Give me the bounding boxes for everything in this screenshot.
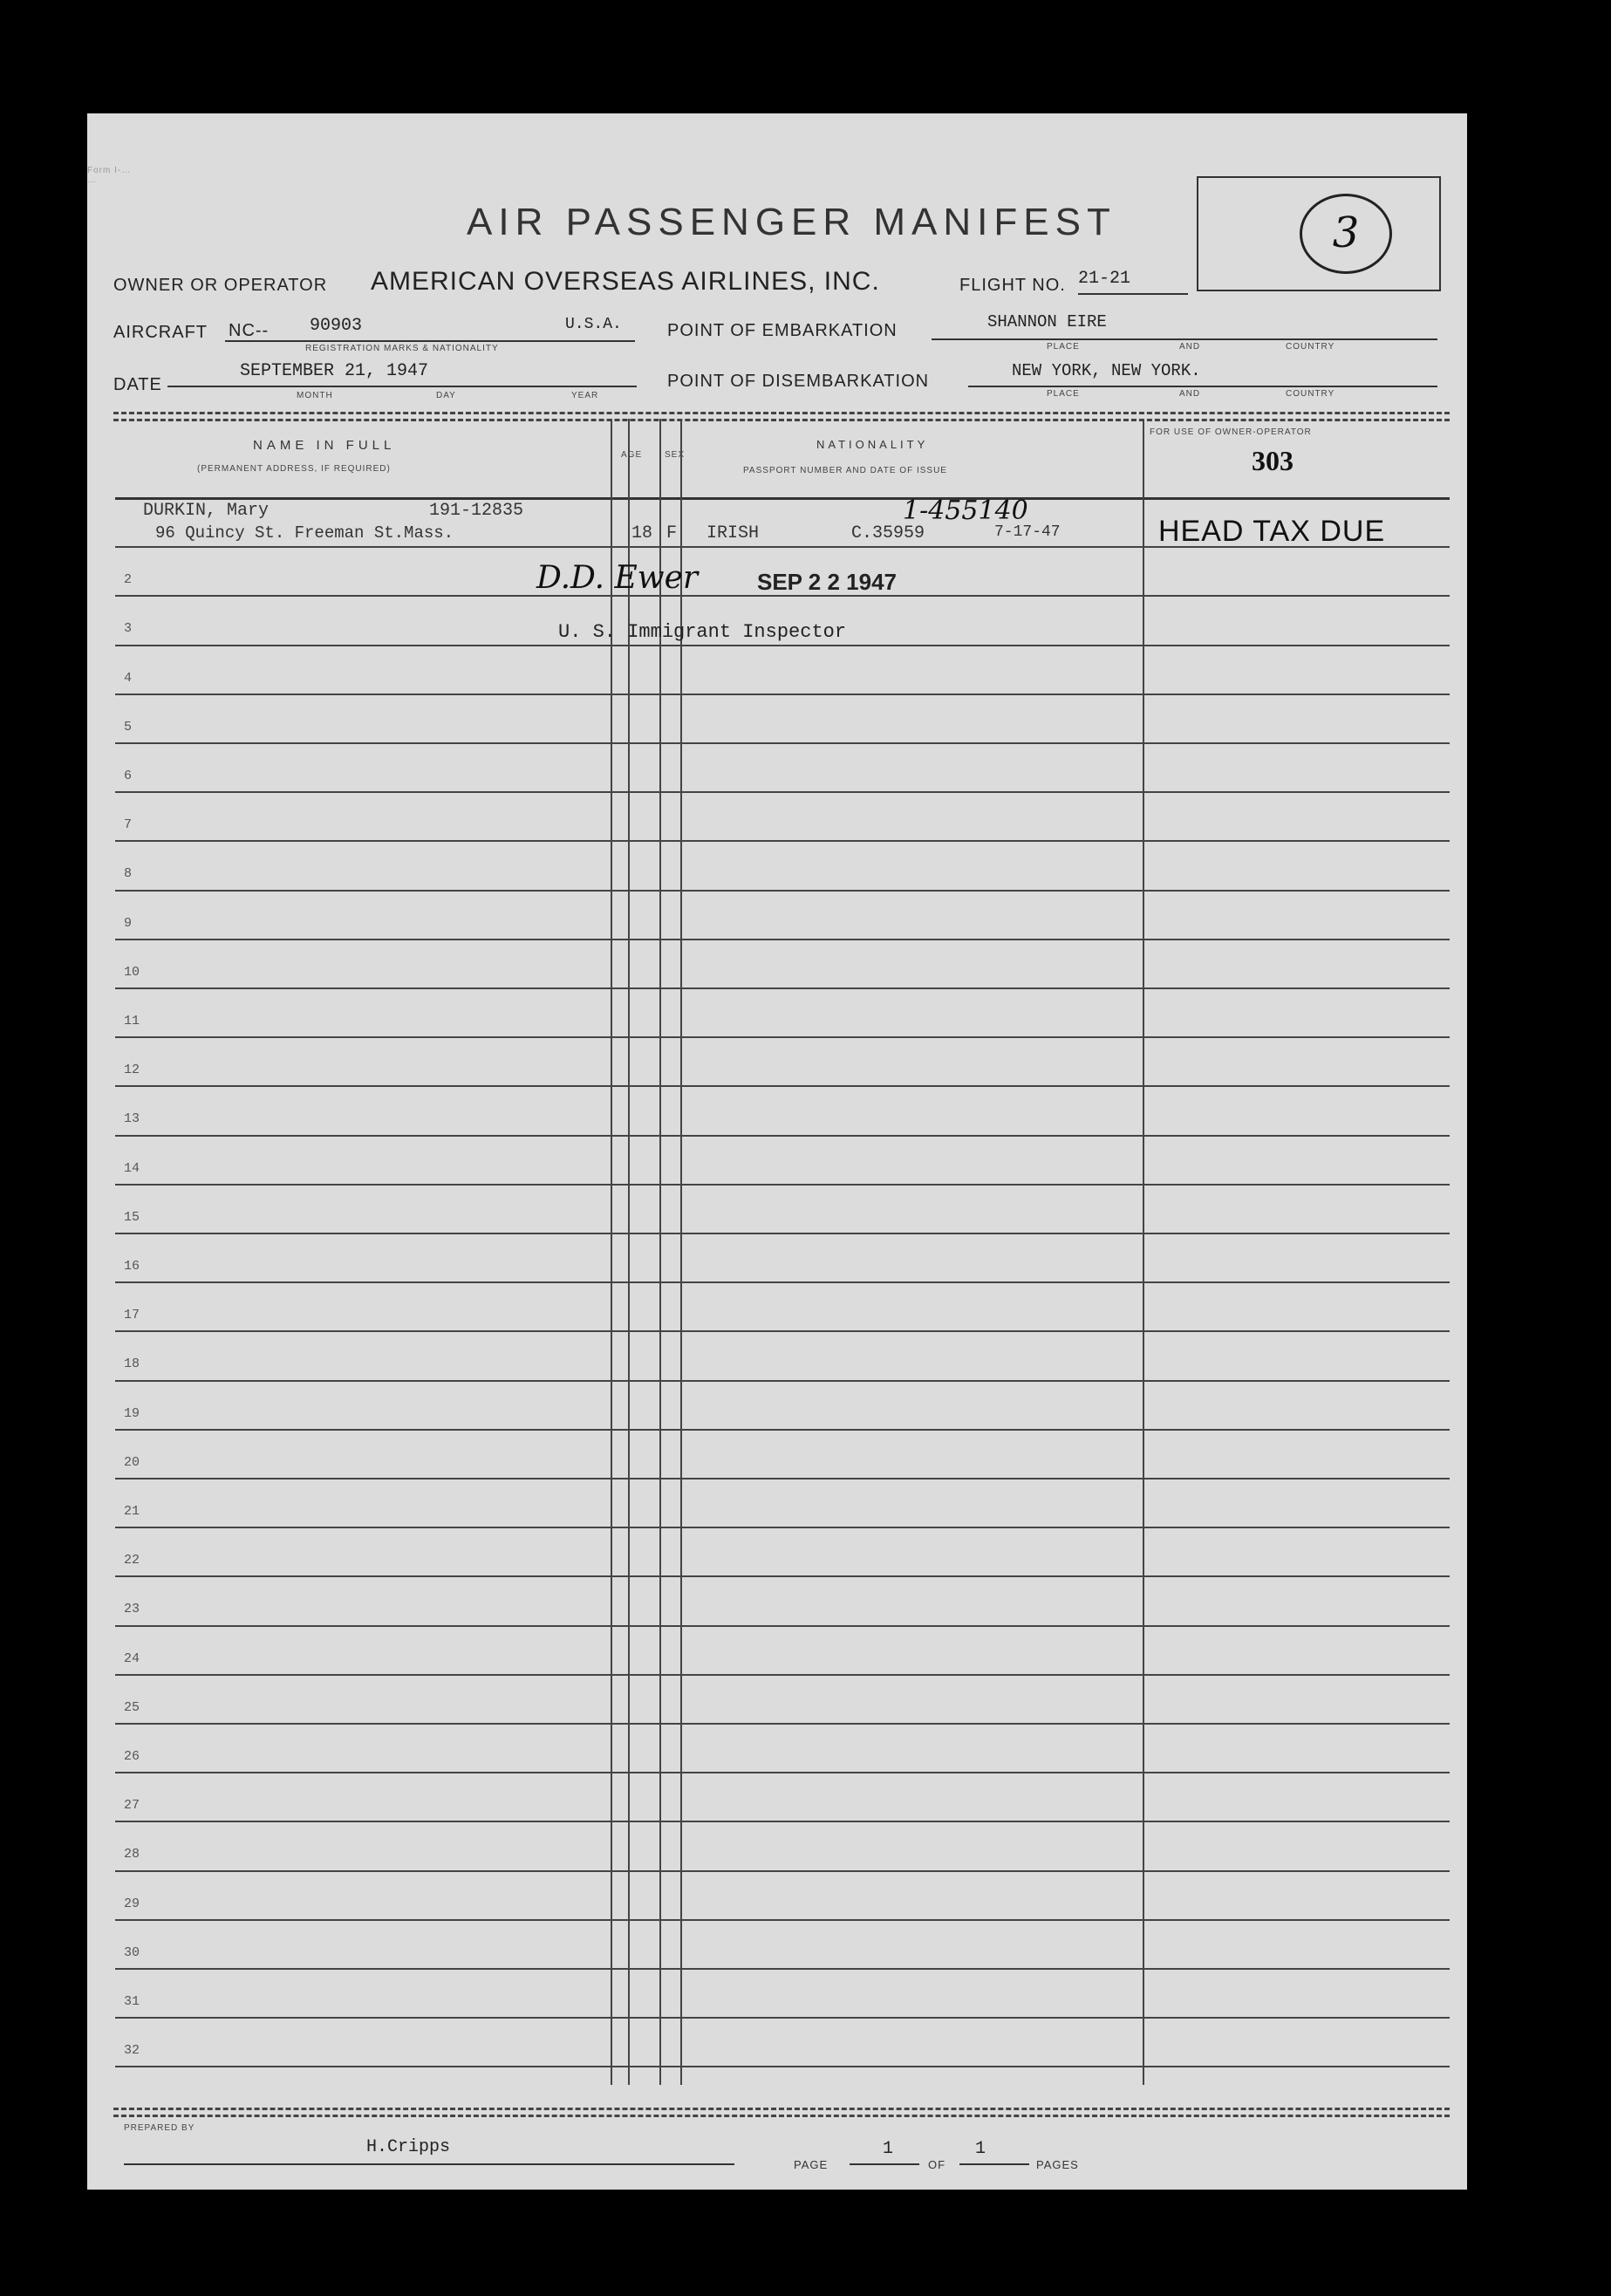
embark-country-caption: COUNTRY	[1286, 342, 1335, 352]
flight-underline	[1078, 293, 1188, 295]
age-header: AGE	[621, 450, 643, 460]
row-number: 27	[124, 1798, 140, 1814]
row-number: 21	[124, 1504, 140, 1519]
aircraft-label: AIRCRAFT	[113, 323, 208, 342]
aircraft-prefix: NC--	[229, 321, 270, 340]
passenger-age: 18	[631, 523, 653, 543]
row-number: 10	[124, 964, 140, 980]
header-top-rule-2	[113, 419, 1450, 421]
nationality-subheader: PASSPORT NUMBER AND DATE OF ISSUE	[743, 466, 947, 475]
row-number: 31	[124, 1994, 140, 2009]
row-number: 2	[124, 572, 133, 588]
year-caption: YEAR	[571, 391, 599, 400]
row-line	[115, 1281, 1450, 1283]
row-line	[115, 1429, 1450, 1431]
footer-top-rule	[113, 2108, 1450, 2110]
of-underline	[959, 2163, 1029, 2165]
handwritten-alien-number: 1-455140	[903, 495, 1028, 526]
col-divider-age-sex	[659, 419, 661, 2085]
page-title: AIR PASSENGER MANIFEST	[467, 201, 1116, 243]
embark-label: POINT OF EMBARKATION	[667, 321, 898, 340]
circled-page-number: 3	[1300, 194, 1392, 274]
row-line	[115, 890, 1450, 892]
nationality-header: NATIONALITY	[816, 438, 929, 451]
passenger-issue-date: 7-17-47	[994, 523, 1061, 541]
row-line	[115, 1527, 1450, 1528]
row-number: 17	[124, 1308, 140, 1323]
embark-underline	[932, 338, 1437, 340]
inspector-signature: D.D. Ewer	[536, 560, 699, 596]
row-line	[115, 694, 1450, 695]
row-line	[115, 1184, 1450, 1186]
embark-place-caption: PLACE	[1047, 342, 1080, 352]
prepared-value: H.Cripps	[366, 2137, 451, 2157]
passenger-nationality: IRISH	[707, 523, 760, 543]
form-code: Form I-… …	[87, 166, 132, 185]
row-line	[115, 1233, 1450, 1234]
row-number: 4	[124, 670, 133, 686]
passenger-sex: F	[666, 523, 678, 543]
row-number: 26	[124, 1749, 140, 1764]
col-divider-name-age-2	[628, 419, 630, 2085]
row-number: 23	[124, 1602, 140, 1617]
row-number: 25	[124, 1699, 140, 1715]
flight-label: FLIGHT NO.	[959, 276, 1066, 295]
page-value: 1	[883, 2139, 894, 2159]
row-line	[115, 1380, 1450, 1382]
prepared-label: PREPARED BY	[124, 2123, 195, 2133]
of-label: OF	[928, 2158, 946, 2171]
disembark-value: NEW YORK, NEW YORK.	[1012, 361, 1201, 380]
row-number: 28	[124, 1847, 140, 1862]
date-value: SEPTEMBER 21, 1947	[240, 361, 429, 381]
month-caption: MONTH	[297, 391, 333, 400]
row-number: 22	[124, 1553, 140, 1568]
registration-caption: REGISTRATION MARKS & NATIONALITY	[305, 344, 499, 353]
row-line	[115, 840, 1450, 842]
manifest-sheet	[87, 113, 1467, 2190]
page-label: PAGE	[794, 2158, 829, 2171]
row-line	[115, 1036, 1450, 1038]
row-line	[115, 791, 1450, 793]
disembark-place-caption: PLACE	[1047, 389, 1080, 399]
date-underline	[167, 386, 637, 387]
page-underline	[850, 2163, 919, 2165]
row-line	[115, 1625, 1450, 1627]
owner-use-value: 303	[1252, 445, 1294, 476]
flight-value: 21-21	[1078, 269, 1131, 289]
embark-value: SHANNON EIRE	[987, 312, 1107, 331]
row-number: 18	[124, 1356, 140, 1372]
row-number: 29	[124, 1896, 140, 1911]
row-line	[115, 2017, 1450, 2019]
row-line	[115, 1821, 1450, 1822]
aircraft-value: 90903	[310, 316, 363, 336]
passenger-file-no: 191-12835	[429, 501, 524, 521]
row-line	[115, 1478, 1450, 1479]
name-subheader: (PERMANENT ADDRESS, IF REQUIRED)	[197, 464, 391, 474]
stamp-date: SEP 2 2 1947	[757, 569, 897, 595]
passenger-address: 96 Quincy St. Freeman St.Mass.	[155, 523, 454, 543]
of-value: 1	[975, 2139, 986, 2159]
row-number: 19	[124, 1405, 140, 1421]
row-line	[115, 1575, 1450, 1577]
row-line	[115, 1968, 1450, 1970]
owner-use-header: FOR USE OF OWNER-OPERATOR	[1150, 427, 1312, 437]
col-divider-nat-owner	[1143, 419, 1144, 2085]
sex-header: SEX	[665, 450, 686, 460]
inspector-title: U. S. Immigrant Inspector	[558, 621, 847, 643]
name-header: NAME IN FULL	[253, 438, 396, 453]
row-number: 11	[124, 1014, 140, 1028]
row-number: 20	[124, 1454, 140, 1470]
disembark-and-caption: AND	[1179, 389, 1201, 399]
row-line	[115, 1085, 1450, 1087]
row-line	[115, 742, 1450, 744]
embark-and-caption: AND	[1179, 342, 1201, 352]
row-line	[115, 1723, 1450, 1725]
row-number: 12	[124, 1063, 140, 1078]
row-number: 15	[124, 1209, 140, 1225]
row-number: 30	[124, 1944, 140, 1960]
row-number: 3	[124, 621, 133, 637]
aircraft-underline	[225, 340, 635, 342]
row-line	[115, 1674, 1450, 1676]
row-line	[115, 1772, 1450, 1773]
owner-label: OWNER OR OPERATOR	[113, 276, 328, 295]
row-number: 32	[124, 2043, 140, 2059]
row-line	[115, 1330, 1450, 1332]
row-number: 8	[124, 866, 133, 882]
row-number: 13	[124, 1111, 140, 1127]
row-line	[115, 1135, 1450, 1137]
header-bottom-rule	[115, 497, 1450, 500]
row-line	[115, 1919, 1450, 1921]
row-number: 14	[124, 1160, 140, 1176]
footer-top-rule-2	[113, 2115, 1450, 2117]
disembark-country-caption: COUNTRY	[1286, 389, 1335, 399]
header-top-rule	[113, 412, 1450, 414]
disembark-underline	[968, 386, 1437, 387]
disembark-label: POINT OF DISEMBARKATION	[667, 372, 930, 391]
passenger-passport: C.35959	[851, 523, 925, 543]
row-line	[115, 645, 1450, 646]
row-line	[115, 1870, 1450, 1872]
row-number: 5	[124, 719, 133, 735]
row-number: 16	[124, 1259, 140, 1274]
row-line	[115, 2066, 1450, 2067]
day-caption: DAY	[436, 391, 456, 400]
pages-label: PAGES	[1036, 2158, 1079, 2171]
row-number: 24	[124, 1650, 140, 1666]
col-divider-sex-nat	[680, 419, 682, 2085]
col-divider-name-age	[611, 419, 612, 2085]
date-label: DATE	[113, 375, 162, 394]
row-line	[115, 987, 1450, 989]
passenger-name: DURKIN, Mary	[143, 501, 270, 521]
aircraft-nationality: U.S.A.	[565, 316, 622, 333]
prepared-underline	[124, 2163, 734, 2165]
row-line	[115, 939, 1450, 940]
remark-head-tax: HEAD TAX DUE	[1158, 515, 1386, 548]
row-number: 7	[124, 817, 133, 833]
owner-value: AMERICAN OVERSEAS AIRLINES, INC.	[371, 267, 880, 296]
row-number: 6	[124, 769, 133, 783]
row-number: 9	[124, 915, 133, 931]
